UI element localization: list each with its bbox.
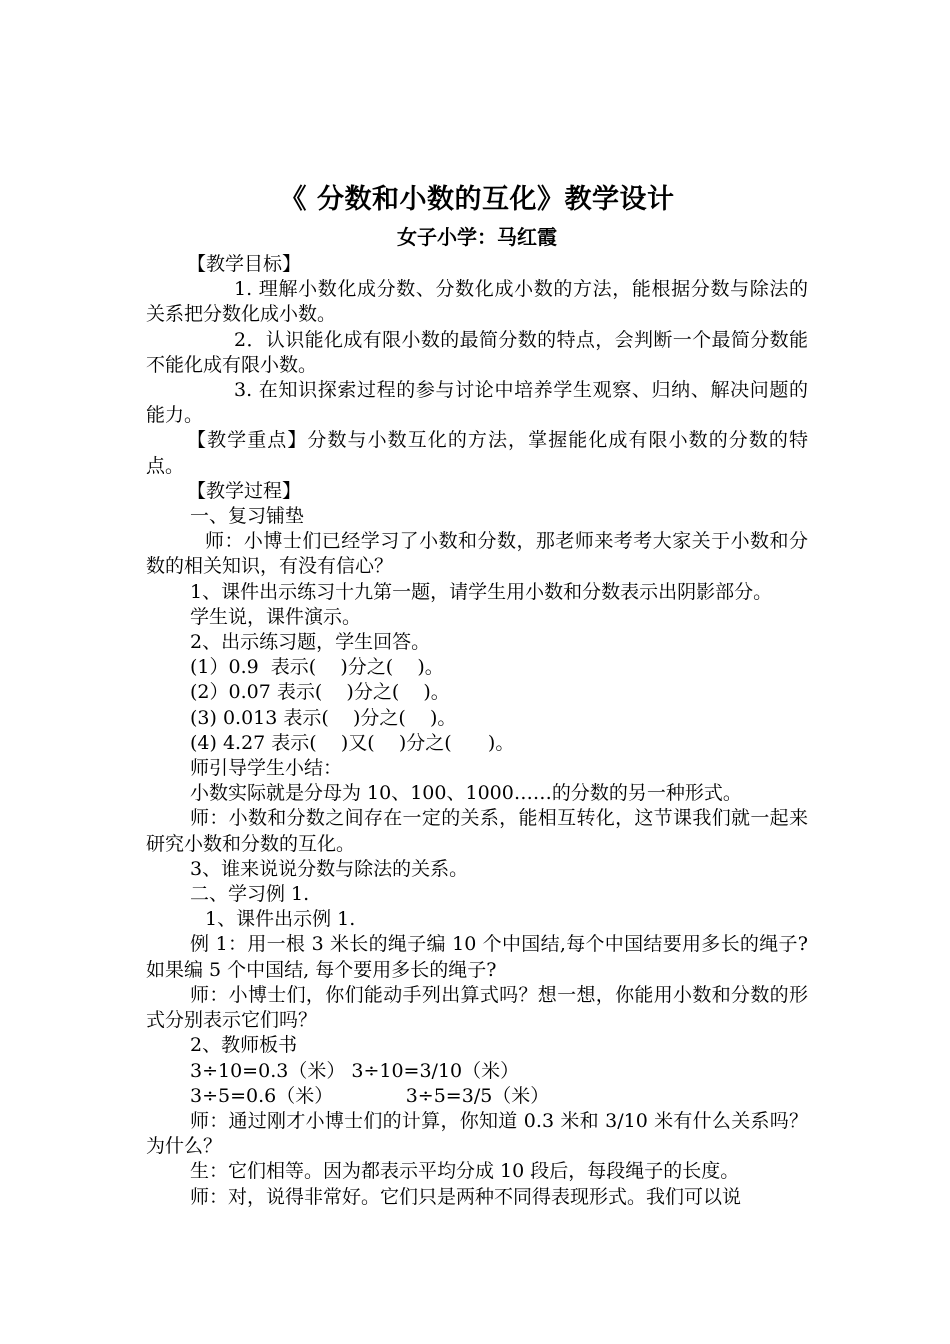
paragraph: 1、课件出示练习十九第一题，请学生用小数和分数表示出阴影部分。: [190, 580, 773, 603]
document-body: [146, 252, 815, 1210]
paragraph: 例 1：用一根 3 米长的绳子编 10 个中国结,每个中国结要用多长的绳子? 如果编 5 个中国结, 每个要用多长的绳子?: [146, 933, 815, 981]
paragraph: 2、出示练习题，学生回答。: [190, 631, 431, 654]
paragraph: 3. 在知识探索过程的参与讨论中培养学生观察、归纳、解决问题的能力。: [146, 379, 808, 427]
paragraph: 学生说，课件演示。: [190, 605, 362, 628]
author-line: 女子小学：马红霞: [397, 225, 557, 249]
paragraph: 二、学习例 1.: [190, 883, 310, 906]
paragraph: 2、教师板书: [190, 1034, 298, 1057]
paragraph: 【教学过程】: [187, 479, 302, 502]
paragraph: 3÷10=0.3（米） 3÷10=3/10（米）: [190, 1059, 520, 1082]
paragraph: 1. 理解小数化成分数、分数化成小数的方法，能根据分数与除法的关系把分数化成小数。: [146, 278, 808, 326]
paragraph: (2）0.07 表示( )分之( )。: [190, 681, 450, 704]
document-title: 《 分数和小数的互化》教学设计: [279, 184, 675, 215]
paragraph: 小数实际就是分母为 10、100、1000……的分数的另一种形式。: [190, 782, 742, 805]
paragraph: 师引导学生小结：: [190, 757, 343, 780]
paragraph: 【教学目标】: [187, 253, 302, 275]
paragraph: 2．认识能化成有限小数的最简分数的特点，会判断一个最简分数能不能化成有限小数。: [146, 328, 808, 376]
paragraph: 师：对，说得非常好。它们只是两种不同得表现形式。我们可以说: [190, 1185, 742, 1208]
paragraph: 师：小博士们，你们能动手列出算式吗？想一想，你能用小数和分数的形式分别表示它们吗？: [146, 983, 808, 1032]
paragraph: (1）0.9 表示( )分之( )。: [190, 656, 444, 679]
paragraph: 师：通过刚才小博士们的计算，你知道 0.3 米和 3/10 米有什么关系吗？为什么？: [146, 1109, 808, 1158]
paragraph: (3) 0.013 表示( )分之( )。: [190, 706, 457, 729]
paragraph: 生：它们相等。因为都表示平均分成 10 段后，每段绳子的长度。: [190, 1160, 740, 1183]
paragraph: 师：小数和分数之间存在一定的关系，能相互转化，这节课我们就一起来研究小数和分数的互化。: [146, 807, 808, 855]
paragraph: 【教学重点】分数与小数互化的方法，掌握能化成有限小数的分数的特点。: [146, 429, 808, 477]
paragraph: 一、复习铺垫: [190, 505, 305, 528]
paragraph: 3、谁来说说分数与除法的关系。: [190, 857, 469, 880]
paragraph: (4) 4.27 表示( )又( )分之( )。: [190, 731, 515, 754]
paragraph: 师：小博士们已经学习了小数和分数，那老师来考考大家关于小数和分数的相关知识，有没有信心？: [146, 530, 808, 578]
paragraph: 1、课件出示例 1.: [205, 908, 356, 931]
document-page: [146, 182, 815, 1210]
paragraph: 3÷5=0.6（米） 3÷5=3/5（米）: [190, 1084, 550, 1107]
